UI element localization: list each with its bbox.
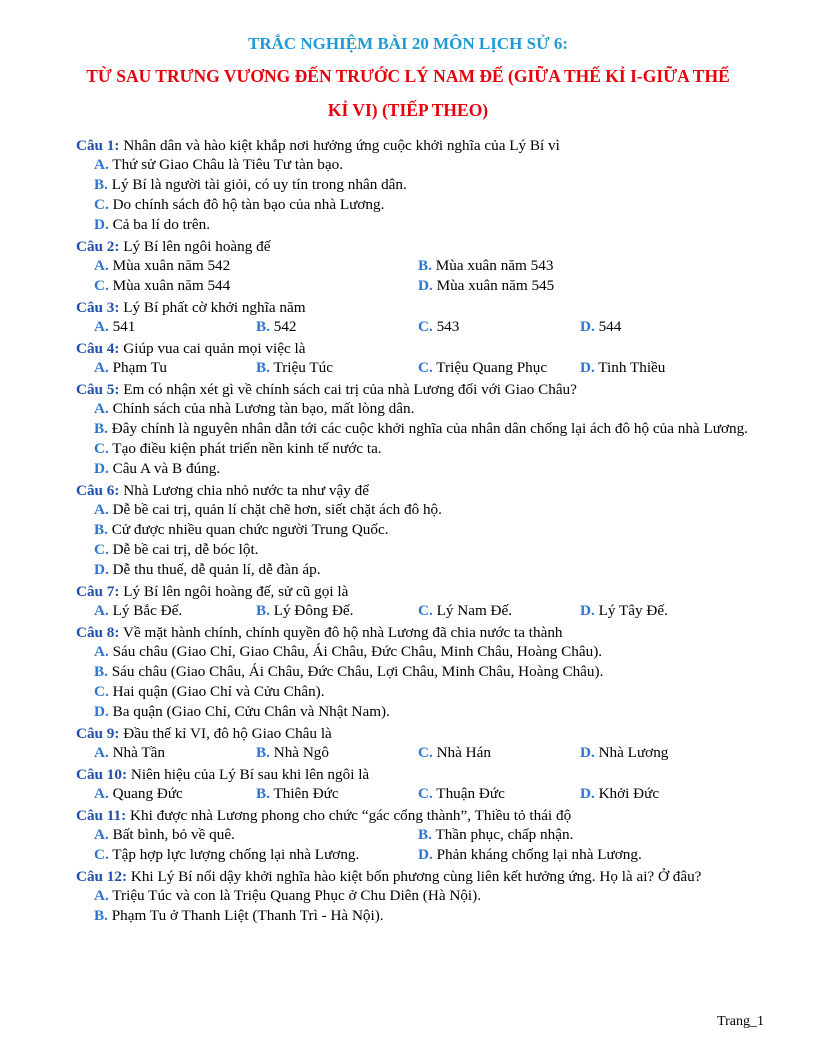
option-letter: A.: [94, 400, 109, 417]
option-a: [94, 784, 256, 804]
option-letter: B.: [418, 257, 432, 274]
option-letter: A.: [94, 318, 109, 335]
option-d: [580, 743, 760, 763]
option-c: [76, 439, 768, 459]
option-text: Phạm Tu: [112, 359, 168, 376]
option-text: 544: [598, 318, 622, 335]
question-number: Câu 8:: [76, 624, 120, 641]
option-b: [256, 601, 418, 621]
option-b: [76, 520, 768, 540]
question-number: Câu 5:: [76, 381, 120, 398]
option-text: 541: [112, 318, 136, 335]
question-5: [76, 380, 768, 479]
option-letter: D.: [580, 744, 595, 761]
option-letter: A.: [94, 257, 109, 274]
option-b: [418, 825, 768, 845]
option-letter: B.: [256, 318, 270, 335]
option-a: [94, 825, 418, 845]
option-letter: B.: [94, 420, 108, 437]
option-letter: D.: [580, 359, 595, 376]
option-text: Khởi Đức: [598, 785, 660, 802]
option-text: Triệu Túc và con là Triệu Quang Phục ở Chu Diên (Hà Nội).: [112, 887, 481, 904]
option-letter: C.: [94, 277, 109, 294]
option-text: Thuận Đức: [436, 785, 505, 802]
question-text: Lý Bí phất cờ khởi nghĩa năm: [123, 299, 306, 316]
option-a: [76, 399, 768, 419]
option-text: 542: [273, 318, 297, 335]
option-text: Thứ sử Giao Châu là Tiêu Tư tàn bạo.: [112, 156, 343, 173]
option-text: Bất bình, bỏ về quê.: [112, 826, 235, 843]
option-b: [256, 743, 418, 763]
question-number: Câu 11:: [76, 807, 127, 824]
option-text: Triệu Túc: [273, 359, 333, 376]
option-letter: C.: [418, 602, 433, 619]
option-letter: C.: [94, 846, 109, 863]
doc-title-line-3: KỈ VI) (TIẾP THEO): [327, 100, 489, 120]
option-text: Thần phục, chấp nhận.: [435, 826, 574, 843]
option-letter: C.: [418, 785, 433, 802]
option-text: Lý Bí là người tài giỏi, có uy tín trong nhân dân.: [111, 176, 407, 193]
question-text: Lý Bí lên ngôi hoàng đế: [123, 238, 271, 255]
option-text: Mùa xuân năm 544: [112, 277, 231, 294]
option-text: Nhà Lương: [598, 744, 669, 761]
option-letter: D.: [94, 561, 109, 578]
option-a: [76, 155, 768, 175]
option-b: [256, 358, 418, 378]
option-text: Chính sách của nhà Lương tàn bạo, mất lòng dân.: [112, 400, 415, 417]
option-letter: C.: [94, 440, 109, 457]
option-c: [76, 682, 768, 702]
option-letter: D.: [94, 703, 109, 720]
option-letter: B.: [94, 176, 108, 193]
option-c: [418, 601, 580, 621]
question-12: [76, 867, 768, 926]
option-a: [94, 358, 256, 378]
option-d: [76, 215, 768, 235]
option-text: Ba quận (Giao Chỉ, Cửu Chân và Nhật Nam).: [112, 703, 390, 720]
question-11: [76, 806, 768, 865]
option-b: [76, 662, 768, 682]
option-b: [76, 175, 768, 195]
option-letter: D.: [580, 785, 595, 802]
option-c: [94, 276, 418, 296]
question-number: Câu 12:: [76, 868, 128, 885]
option-letter: C.: [418, 318, 433, 335]
option-text: Triệu Quang Phục: [436, 359, 548, 376]
option-b: [76, 906, 768, 926]
question-number: Câu 6:: [76, 482, 120, 499]
option-letter: A.: [94, 643, 109, 660]
option-c: [418, 743, 580, 763]
option-a: [94, 743, 256, 763]
question-text: Giúp vua cai quản mọi việc là: [123, 340, 306, 357]
option-text: Lý Tây Đế.: [598, 602, 668, 619]
option-c: [76, 540, 768, 560]
option-letter: B.: [94, 907, 108, 924]
option-letter: A.: [94, 826, 109, 843]
option-text: Thiên Đức: [273, 785, 339, 802]
question-text: Khi được nhà Lương phong cho chức “gác cổng thành”, Thiều tỏ thái độ: [130, 807, 572, 824]
question-number: Câu 3:: [76, 299, 120, 316]
option-text: Do chính sách đô hộ tàn bạo của nhà Lương.: [112, 196, 385, 213]
option-d: [418, 276, 768, 296]
option-text: Phạm Tu ở Thanh Liệt (Thanh Trì - Hà Nội).: [111, 907, 384, 924]
option-letter: A.: [94, 602, 109, 619]
question-text: Lý Bí lên ngôi hoàng đế, sử cũ gọi là: [123, 583, 349, 600]
option-a: [94, 317, 256, 337]
question-number: Câu 10:: [76, 766, 128, 783]
option-letter: A.: [94, 359, 109, 376]
option-c: [76, 195, 768, 215]
option-a: [94, 256, 418, 276]
question-number: Câu 7:: [76, 583, 120, 600]
page-number: Trang_1: [717, 1014, 764, 1029]
option-a: [76, 886, 768, 906]
option-letter: C.: [418, 744, 433, 761]
option-letter: D.: [580, 318, 595, 335]
option-b: [418, 256, 768, 276]
question-text: Nhà Lương chia nhỏ nước ta như vậy để: [123, 482, 369, 499]
option-d: [580, 784, 760, 804]
doc-title-line-1: TRẮC NGHIỆM BÀI 20 MÔN LỊCH SỬ 6:: [247, 34, 569, 53]
question-text: Về mặt hành chính, chính quyền đô hộ nhà Lương đã chia nước ta thành: [123, 624, 563, 641]
option-b: [256, 784, 418, 804]
question-8: [76, 623, 768, 722]
option-d: [580, 601, 760, 621]
option-text: Lý Đông Đế.: [273, 602, 354, 619]
question-9: [76, 724, 768, 763]
option-b: [76, 419, 768, 439]
question-7: [76, 582, 768, 621]
option-letter: A.: [94, 785, 109, 802]
option-letter: D.: [580, 602, 595, 619]
option-letter: B.: [94, 663, 108, 680]
option-text: Nhà Tần: [112, 744, 165, 761]
question-text: Đầu thế kỉ VI, đô hộ Giao Châu là: [123, 725, 332, 742]
option-text: Lý Nam Đế.: [436, 602, 513, 619]
option-letter: D.: [418, 277, 433, 294]
option-c: [418, 358, 580, 378]
option-letter: B.: [256, 785, 270, 802]
option-letter: D.: [94, 216, 109, 233]
option-text: Mùa xuân năm 543: [435, 257, 554, 274]
option-text: Đây chính là nguyên nhân dẫn tới các cuộc khởi nghĩa của nhân dân chống lại ách đô hộ của nhà Lương.: [111, 420, 748, 437]
option-d: [580, 358, 760, 378]
question-2: [76, 237, 768, 296]
option-letter: A.: [94, 501, 109, 518]
question-list: [76, 136, 768, 928]
option-letter: B.: [94, 521, 108, 538]
option-text: Cử được nhiều quan chức người Trung Quốc.: [111, 521, 389, 538]
option-text: Nhà Ngô: [273, 744, 329, 761]
option-c: [418, 317, 580, 337]
option-text: Sáu châu (Giao Chỉ, Giao Châu, Ái Châu, Đức Châu, Minh Châu, Hoàng Châu).: [112, 643, 603, 660]
option-a: [76, 642, 768, 662]
option-text: Sáu châu (Giao Châu, Ái Châu, Đức Châu, Lợi Châu, Minh Châu, Hoàng Châu).: [111, 663, 604, 680]
option-text: Mùa xuân năm 545: [436, 277, 555, 294]
option-text: Mùa xuân năm 542: [112, 257, 231, 274]
option-text: Tạo điều kiện phát triển nền kinh tế nước ta.: [112, 440, 382, 457]
option-letter: B.: [256, 602, 270, 619]
option-text: Tập hợp lực lượng chống lại nhà Lương.: [112, 846, 360, 863]
option-letter: B.: [418, 826, 432, 843]
option-d: [580, 317, 760, 337]
question-1: [76, 136, 768, 235]
question-text: Nhân dân và hào kiệt khắp nơi hưởng ứng cuộc khởi nghĩa của Lý Bí vì: [123, 137, 560, 154]
option-letter: A.: [94, 887, 109, 904]
option-b: [256, 317, 418, 337]
question-text: Niên hiệu của Lý Bí sau khi lên ngôi là: [130, 766, 370, 783]
option-text: Hai quận (Giao Chỉ và Cửu Chân).: [112, 683, 325, 700]
option-d: [76, 459, 768, 479]
question-number: Câu 9:: [76, 725, 120, 742]
option-text: Cả ba lí do trên.: [112, 216, 210, 233]
question-number: Câu 1:: [76, 137, 120, 154]
option-c: [418, 784, 580, 804]
option-d: [76, 560, 768, 580]
option-letter: C.: [94, 683, 109, 700]
question-number: Câu 4:: [76, 340, 120, 357]
option-text: Dễ bề cai trị, dễ bóc lột.: [112, 541, 259, 558]
option-text: Tinh Thiều: [598, 359, 666, 376]
question-text: Em có nhận xét gì về chính sách cai trị của nhà Lương đối với Giao Châu?: [123, 381, 577, 398]
option-d: [418, 845, 768, 865]
option-letter: A.: [94, 744, 109, 761]
doc-title-line-2: TỪ SAU TRƯNG VƯƠNG ĐẾN TRƯỚC LÝ NAM ĐẾ (GIỮA THẾ KỈ I-GIỮA THẾ: [86, 66, 730, 86]
option-text: Quang Đức: [112, 785, 183, 802]
option-letter: D.: [418, 846, 433, 863]
option-c: [94, 845, 418, 865]
option-letter: C.: [94, 541, 109, 558]
question-4: [76, 339, 768, 378]
option-text: Phản kháng chống lại nhà Lương.: [436, 846, 642, 863]
option-letter: A.: [94, 156, 109, 173]
question-3: [76, 298, 768, 337]
option-letter: B.: [256, 744, 270, 761]
option-d: [76, 702, 768, 722]
option-a: [94, 601, 256, 621]
question-6: [76, 481, 768, 580]
question-10: [76, 765, 768, 804]
option-text: Câu A và B đúng.: [112, 460, 221, 477]
question-number: Câu 2:: [76, 238, 120, 255]
option-a: [76, 500, 768, 520]
option-letter: D.: [94, 460, 109, 477]
option-letter: C.: [94, 196, 109, 213]
option-text: Nhà Hán: [436, 744, 491, 761]
option-text: Dễ bề cai trị, quản lí chặt chẽ hơn, siết chặt ách đô hộ.: [112, 501, 442, 518]
question-text: Khi Lý Bí nổi dậy khởi nghĩa hào kiệt bốn phương cùng liên kết hưởng ứng. Họ là ai? Ở đâu?: [130, 868, 702, 885]
option-letter: C.: [418, 359, 433, 376]
option-text: Lý Bắc Đế.: [112, 602, 183, 619]
option-text: 543: [436, 318, 460, 335]
option-text: Dễ thu thuế, dễ quản lí, dễ đàn áp.: [112, 561, 321, 578]
option-letter: B.: [256, 359, 270, 376]
